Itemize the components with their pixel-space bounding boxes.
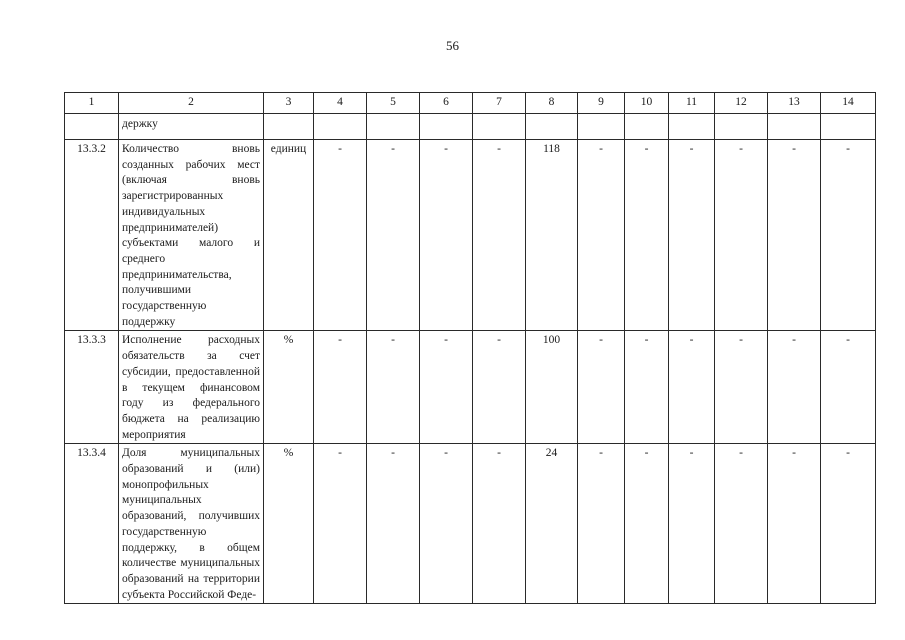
row-unit: единиц [264, 140, 314, 331]
table-cell [367, 114, 420, 140]
value-cell-col13: - [768, 331, 821, 444]
value-cell-col11: - [669, 444, 715, 604]
value-cell-col14: - [821, 444, 876, 604]
continuation-row [65, 114, 876, 140]
value-cell-col12: - [715, 444, 768, 604]
value-cell-col13: - [768, 444, 821, 604]
header-cell-13: 13 [768, 93, 821, 114]
table-cell [473, 114, 526, 140]
header-cell-6: 6 [420, 93, 473, 114]
value-cell-col14: - [821, 140, 876, 331]
row-name: Доля муниципальных образований и (или) монопрофильных муниципальных образований, получивших государственную поддержку, в общем количестве муниципальных образований на территории субъекта Российской Феде- [119, 444, 264, 604]
row-name: Количество вновь созданных рабочих мест (включая вновь зарегистрированных индивидуальных предпринимателей) субъектами малого и среднего предпринимательства, получившими государственную поддержку [119, 140, 264, 331]
value-cell-col11: - [669, 331, 715, 444]
table-row [65, 444, 876, 604]
value-cell-col6: - [420, 140, 473, 331]
header-cell-11: 11 [669, 93, 715, 114]
value-cell-col5: - [367, 331, 420, 444]
row-code: 13.3.2 [65, 140, 119, 331]
header-cell-4: 4 [314, 93, 367, 114]
value-cell-col5: - [367, 140, 420, 331]
value-cell-col10: - [625, 140, 669, 331]
value-cell-col7: - [473, 331, 526, 444]
value-cell-col10: - [625, 444, 669, 604]
table-cell [314, 114, 367, 140]
table-cell [420, 114, 473, 140]
value-cell-col6: - [420, 444, 473, 604]
value-cell-col4: - [314, 140, 367, 331]
value-cell-col9: - [578, 140, 625, 331]
table-cell [578, 114, 625, 140]
value-cell-col13: - [768, 140, 821, 331]
page-number: 56 [446, 38, 459, 53]
value-cell-col14: - [821, 331, 876, 444]
continuation-text: держку [119, 114, 264, 140]
table-cell [526, 114, 578, 140]
value-cell-col11: - [669, 140, 715, 331]
row-code: 13.3.3 [65, 331, 119, 444]
header-cell-1: 1 [65, 93, 119, 114]
table-cell [625, 114, 669, 140]
table-cell [715, 114, 768, 140]
value-cell-col5: - [367, 444, 420, 604]
header-row [65, 93, 876, 114]
value-cell-col8: 24 [526, 444, 578, 604]
value-cell-col7: - [473, 444, 526, 604]
table-cell [65, 114, 119, 140]
value-cell-col12: - [715, 331, 768, 444]
table-row [65, 140, 876, 331]
indicator-table [64, 92, 876, 604]
row-name: Исполнение расходных обязательств за счет субсидии, предоставленной в текущем финансовом году из федерального бюджета на реализацию мероприятия [119, 331, 264, 444]
header-cell-12: 12 [715, 93, 768, 114]
value-cell-col9: - [578, 331, 625, 444]
header-cell-8: 8 [526, 93, 578, 114]
header-cell-5: 5 [367, 93, 420, 114]
header-cell-9: 9 [578, 93, 625, 114]
value-cell-col8: 118 [526, 140, 578, 331]
value-cell-col10: - [625, 331, 669, 444]
value-cell-col9: - [578, 444, 625, 604]
header-cell-7: 7 [473, 93, 526, 114]
value-cell-col12: - [715, 140, 768, 331]
table-row [65, 331, 876, 444]
row-code: 13.3.4 [65, 444, 119, 604]
table-header [65, 93, 876, 114]
table-cell [768, 114, 821, 140]
value-cell-col8: 100 [526, 331, 578, 444]
value-cell-col4: - [314, 331, 367, 444]
table-cell [264, 114, 314, 140]
value-cell-col7: - [473, 140, 526, 331]
header-cell-10: 10 [625, 93, 669, 114]
header-cell-3: 3 [264, 93, 314, 114]
value-cell-col6: - [420, 331, 473, 444]
table-cell [821, 114, 876, 140]
table-cell [669, 114, 715, 140]
row-unit: % [264, 331, 314, 444]
row-unit: % [264, 444, 314, 604]
value-cell-col4: - [314, 444, 367, 604]
header-cell-2: 2 [119, 93, 264, 114]
header-cell-14: 14 [821, 93, 876, 114]
